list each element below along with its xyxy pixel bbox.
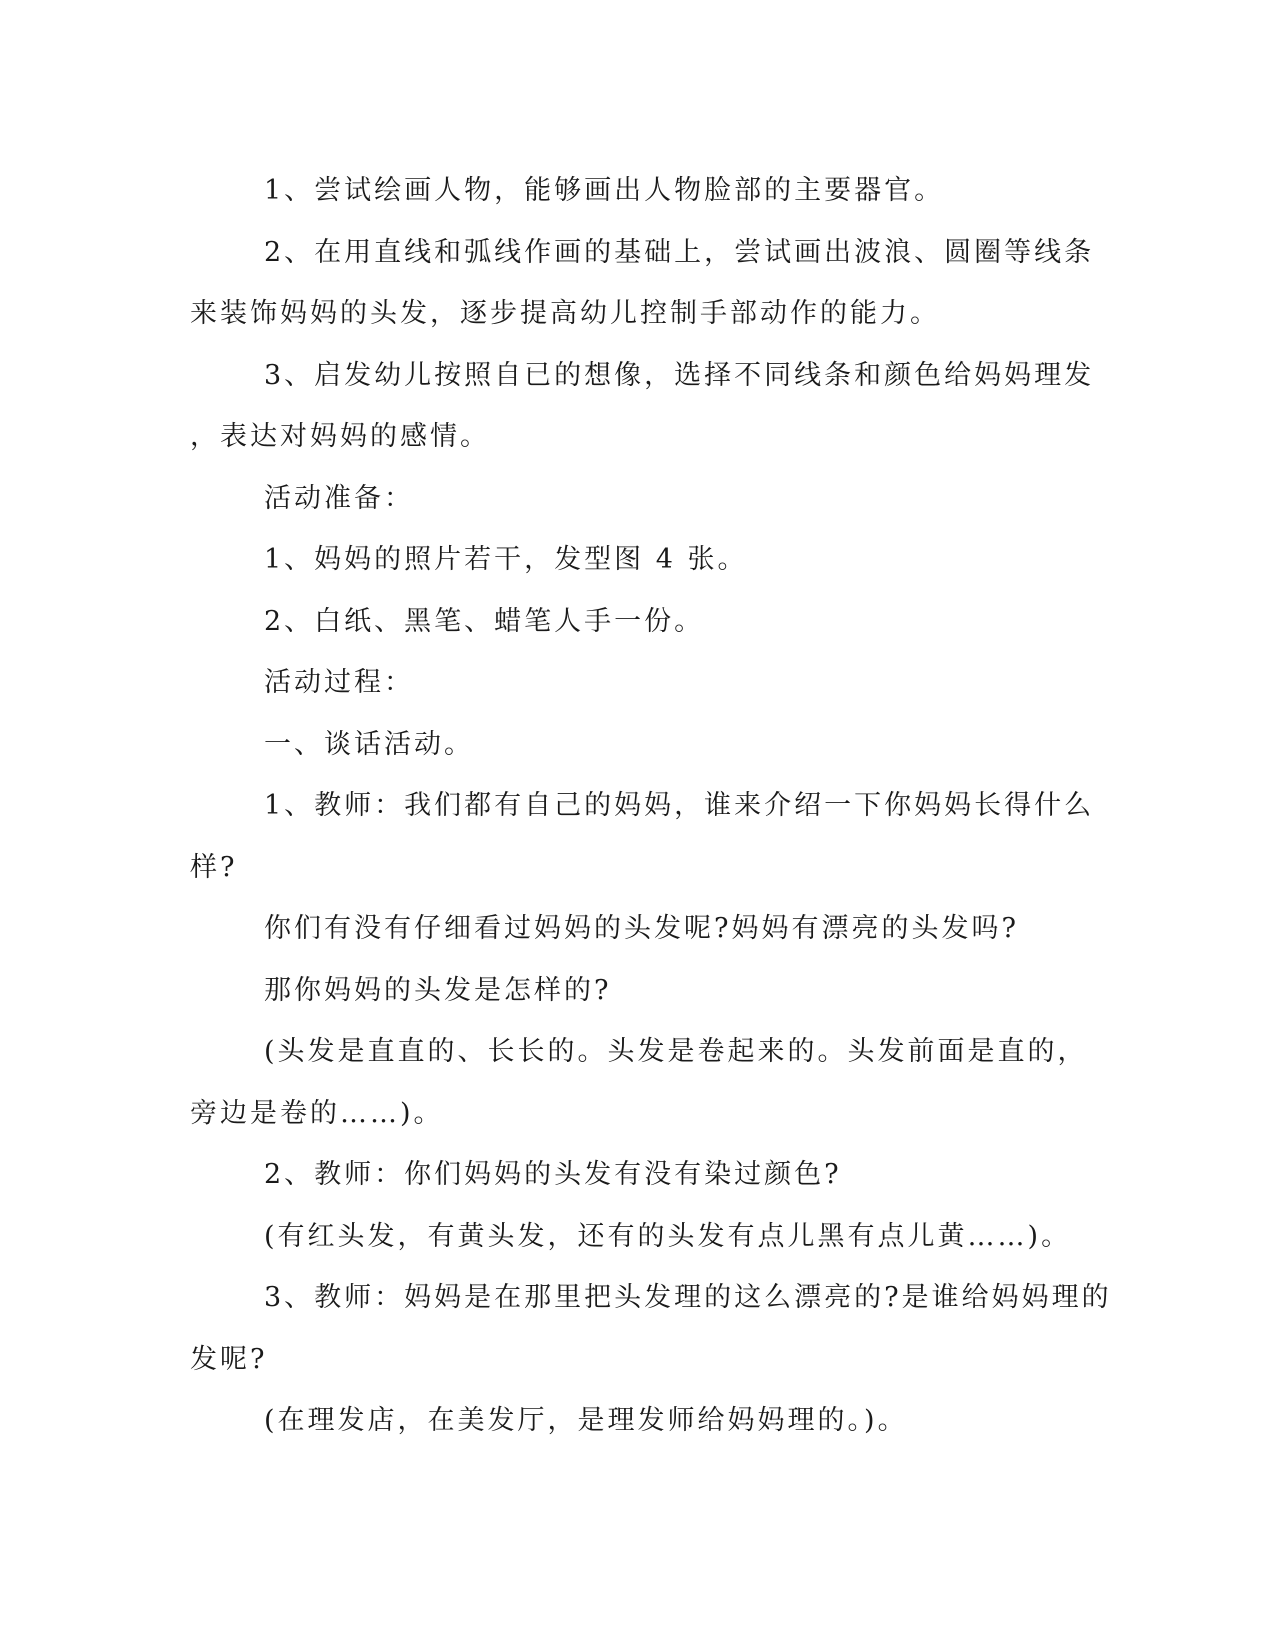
paragraph-line: 2、教师：你们妈妈的头发有没有染过颜色? xyxy=(264,1159,842,1190)
paragraph-line: 来装饰妈妈的头发，逐步提高幼儿控制手部动作的能力。 xyxy=(190,298,940,329)
paragraph-line: 样? xyxy=(190,851,238,883)
paragraph-line: 2、在用直线和弧线作画的基础上，尝试画出波浪、圆圈等线条 xyxy=(264,236,1095,268)
paragraph-line: 1、尝试绘画人物，能够画出人物脸部的主要器官。 xyxy=(264,175,945,206)
paragraph-line: (有红头发，有黄头发，还有的头发有点儿黑有点儿黄……)。 xyxy=(264,1220,1072,1252)
section-heading: 活动过程： xyxy=(264,667,414,698)
paragraph-line: 3、教师：妈妈是在那里把头发理的这么漂亮的?是谁给妈妈理的 xyxy=(264,1282,1112,1313)
paragraph-line: 1、教师：我们都有自己的妈妈，谁来介绍一下你妈妈长得什么 xyxy=(264,790,1095,821)
paragraph-line: (头发是直直的、长长的。头发是卷起来的。头发前面是直的， xyxy=(264,1036,1088,1067)
paragraph-line: 你们有没有仔细看过妈妈的头发呢?妈妈有漂亮的头发吗? xyxy=(264,913,1019,944)
paragraph-line: 1、妈妈的照片若干，发型图 4 张。 xyxy=(264,544,748,575)
paragraph-line: 3、启发幼儿按照自已的想像，选择不同线条和颜色给妈妈理发 xyxy=(264,359,1095,391)
paragraph-line: 那你妈妈的头发是怎样的? xyxy=(264,974,612,1006)
paragraph-line: (在理发店，在美发厅，是理发师给妈妈理的。)。 xyxy=(264,1405,908,1436)
document-body xyxy=(190,160,1112,1452)
paragraph-line: 发呢? xyxy=(190,1343,268,1375)
paragraph-line: 2、白纸、黑笔、蜡笔人手一份。 xyxy=(264,605,705,637)
paragraph-line: 旁边是卷的……)。 xyxy=(190,1097,444,1129)
section-heading: 活动准备： xyxy=(264,482,414,514)
paragraph-line: ，表达对妈妈的感情。 xyxy=(190,421,490,452)
section-heading: 一、谈话活动。 xyxy=(264,728,474,760)
